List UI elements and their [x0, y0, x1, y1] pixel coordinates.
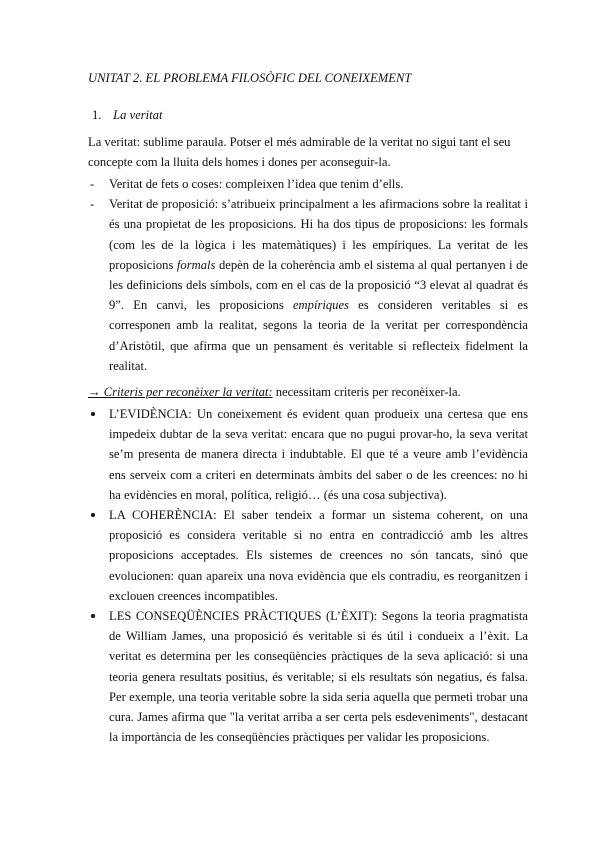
bullet-icon: [91, 412, 95, 416]
section-number: 1.: [92, 108, 102, 122]
list-item: [88, 404, 528, 505]
criteria-text: necessitam criteris per reconèixer-la.: [272, 385, 461, 399]
list-item-text: Veritat de fets o coses: compleixen l’idea que tenim d’ells.: [109, 177, 404, 191]
list-item-text: LA COHERÈNCIA: El saber tendeix a formar un sistema coherent, on una proposició es considera veritable si no entra en contradicció amb les altres proposicions acceptades. Els sistemes de creences no són tancats, sinó que evolucionen: quan apareix una nova evidència que els contradiu, es reorganitzen i exclouen creences incompatibles.: [109, 508, 528, 603]
emphasis-formals: formals: [176, 257, 216, 272]
dash-marker: -: [90, 177, 95, 191]
list-item: [88, 194, 528, 376]
criteria-heading: [88, 382, 528, 402]
list-item-text: LES CONSEQÜÈNCIES PRÀCTIQUES (L’ÈXIT): Segons la teoria pragmatista de William James, una proposició és veritable si és útil i condueix a l’èxit. La veritat es determina per les conseqüències pràctiques de la seva aplicació: si una teoria genera resultats positius, és veritable; si els resultats són negatius, és falsa. Per exemple, una teoria veritable sobre la sida seria aquella que permeti trobar una cura. James afirma que "la veritat arriba a ser certa pels esdeveniments", destacant la importància de les conseqüències pràctiques per validar les proposicions.: [109, 609, 528, 745]
list-item: [88, 505, 528, 606]
intro-paragraph: La veritat: sublime paraula. Potser el més admirable de la veritat no sigui tant el seu concepte com la lluita dels homes i dones per aconseguir-la.: [88, 135, 511, 170]
dash-marker: -: [90, 197, 95, 212]
list-item-text: depèn de la coherència amb el sistema al qual pertanyen i de les definicions dels símbols, com en el cas de la proposició “3 elevat al quadrat és 9”. En canvi, les proposicions: [109, 257, 528, 313]
unit-title: UNITAT 2. EL PROBLEMA FILOSÒFIC DEL CONEIXEMENT: [88, 71, 412, 85]
list-item-text: Veritat de proposició: s’atribueix principalment a les afirmacions sobre la realitat i és una propietat de les proposicions. Hi ha dos tipus de proposicions: les formals (com les de la lògica i les matemàtiques) i les empíriques. La veritat de les proposicions: [109, 197, 528, 272]
criteria-list: [88, 404, 528, 747]
section-heading: [92, 105, 162, 125]
bullet-icon: [91, 614, 95, 618]
list-item: [88, 174, 528, 194]
criteria-label: → Criteris per reconèixer la veritat:: [88, 385, 273, 399]
list-item-text: L’EVIDÈNCIA: Un coneixement és evident quan produeix una certesa que ens impedeix dubtar de la seva veritat: encara que no pugui provar-ho, la seva veritat se’m presenta de manera directa i indubtable. El que té a veure amb l’evidència ens serveix com a criteri en determinats àmbits del saber o de les creences: no hi ha evidències en moral, política, religió… (és una cosa subjectiva).: [109, 407, 528, 502]
section-label: La veritat: [113, 108, 163, 122]
dash-list: [88, 174, 528, 376]
list-item-text: es consideren veritables si es corresponen amb la realitat, segons la teoria de la veritat per correspondència d’Aristòtil, que afirma que un pensament és veritable si reflecteix fidelment la realitat.: [109, 298, 528, 373]
emphasis-empiriques: empíriques: [292, 298, 349, 313]
list-item: [88, 606, 528, 747]
bullet-icon: [91, 513, 95, 517]
